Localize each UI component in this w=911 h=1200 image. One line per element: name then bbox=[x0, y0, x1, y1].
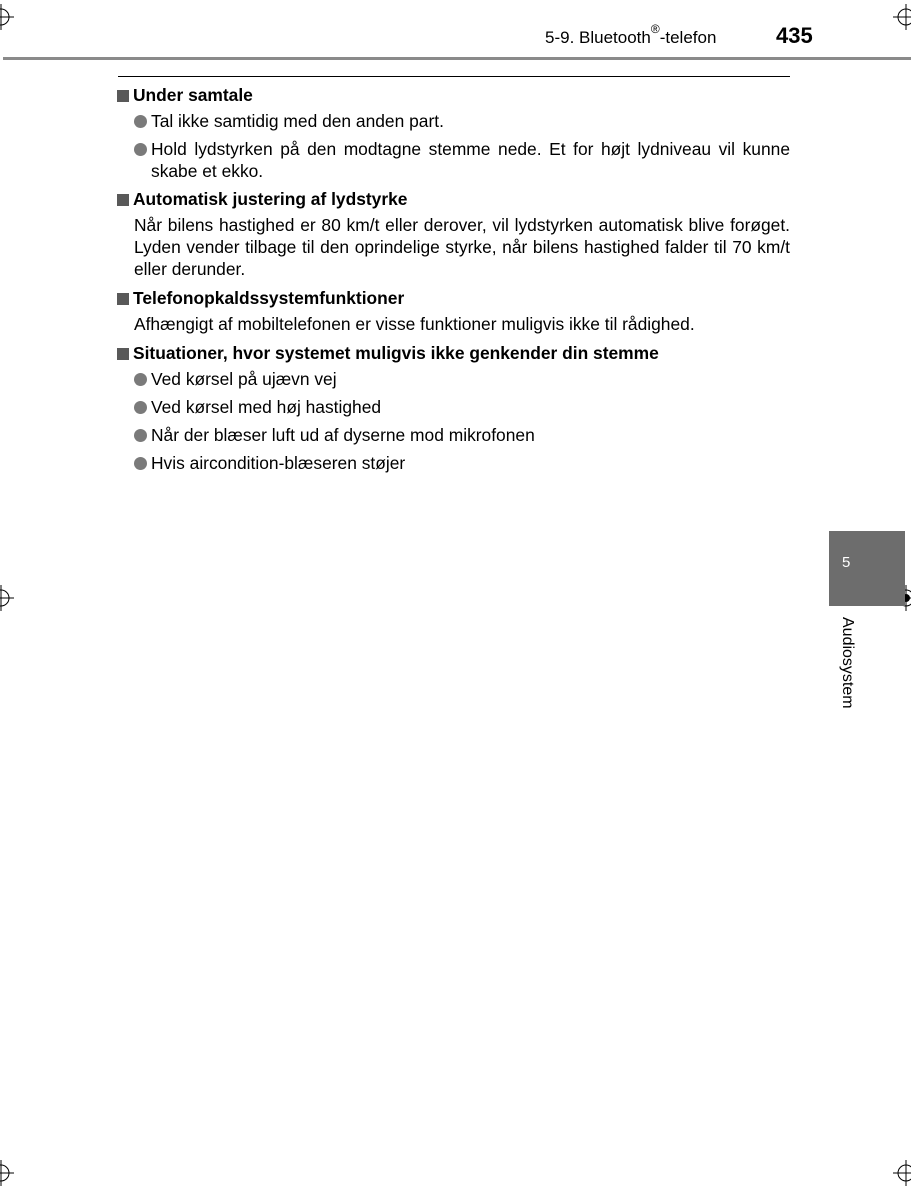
header-divider bbox=[3, 57, 911, 60]
section-heading-text: Situationer, hvor systemet muligvis ikke genkender din stemme bbox=[133, 343, 659, 363]
section-heading bbox=[117, 188, 790, 210]
section-square-icon bbox=[117, 293, 129, 305]
bullet-dot-icon bbox=[134, 401, 147, 414]
bullet-list bbox=[117, 110, 790, 182]
registration-mark-top-left-icon bbox=[0, 4, 14, 30]
section-heading-text: Under samtale bbox=[133, 85, 253, 105]
bullet-item bbox=[117, 424, 790, 446]
page-content bbox=[117, 84, 790, 480]
section-under-samtale bbox=[117, 84, 790, 182]
chapter-tab bbox=[829, 531, 905, 606]
bullet-text: Hvis aircondition-blæseren støjer bbox=[151, 453, 406, 473]
bullet-dot-icon bbox=[134, 143, 147, 156]
bullet-text: Ved kørsel med høj hastighed bbox=[151, 397, 382, 417]
bullet-text: Tal ikke samtidig med den anden part. bbox=[151, 111, 444, 131]
content-divider bbox=[118, 76, 790, 77]
section-heading bbox=[117, 84, 790, 106]
section-heading-text: Telefonopkaldssystemfunktioner bbox=[133, 288, 405, 308]
bullet-dot-icon bbox=[134, 429, 147, 442]
section-heading bbox=[117, 342, 790, 364]
bullet-dot-icon bbox=[134, 457, 147, 470]
bullet-text: Hold lydstyrken på den modtagne stemme nede. Et for højt lydniveau vil kunne skabe et ekko. bbox=[151, 139, 790, 181]
registration-mark-mid-left-icon bbox=[0, 585, 14, 611]
bullet-item bbox=[117, 368, 790, 390]
section-telefonopkald bbox=[117, 287, 790, 335]
section-automatisk-justering bbox=[117, 188, 790, 280]
section-heading bbox=[117, 287, 790, 309]
registration-mark-top-right-icon bbox=[893, 4, 911, 30]
bullet-item bbox=[117, 396, 790, 418]
bullet-text: Når der blæser luft ud af dyserne mod mikrofonen bbox=[151, 425, 535, 445]
chapter-tab-number: 5 bbox=[842, 554, 851, 571]
chapter-title-suffix: -telefon bbox=[659, 28, 717, 47]
bullet-item bbox=[117, 452, 790, 474]
bullet-text: Ved kørsel på ujævn vej bbox=[151, 369, 337, 389]
section-square-icon bbox=[117, 90, 129, 102]
bullet-item bbox=[117, 138, 790, 182]
bullet-dot-icon bbox=[134, 115, 147, 128]
chapter-title bbox=[545, 22, 717, 49]
section-paragraph: Afhængigt af mobiltelefonen er visse funktioner muligvis ikke til rådighed. bbox=[134, 314, 695, 334]
section-heading-text: Automatisk justering af lydstyrke bbox=[133, 189, 408, 209]
section-paragraph: Når bilens hastighed er 80 km/t eller derover, vil lydstyrken automatisk blive forøget. Lyden vender tilbage til den oprindelige styrke, når bilens hastighed falder til 70 km/t eller derunder. bbox=[134, 215, 790, 279]
section-square-icon bbox=[117, 194, 129, 206]
section-situationer bbox=[117, 342, 790, 474]
registration-mark-bottom-right-icon bbox=[893, 1160, 911, 1186]
bullet-dot-icon bbox=[134, 373, 147, 386]
page-number: 435 bbox=[776, 23, 813, 48]
chapter-side-label: Audiosystem bbox=[839, 617, 856, 709]
registered-mark: ® bbox=[650, 22, 660, 37]
section-square-icon bbox=[117, 348, 129, 360]
registration-mark-bottom-left-icon bbox=[0, 1160, 14, 1186]
bullet-item bbox=[117, 110, 790, 132]
bullet-list bbox=[117, 368, 790, 474]
chapter-title-text: 5-9. Bluetooth bbox=[545, 28, 651, 47]
